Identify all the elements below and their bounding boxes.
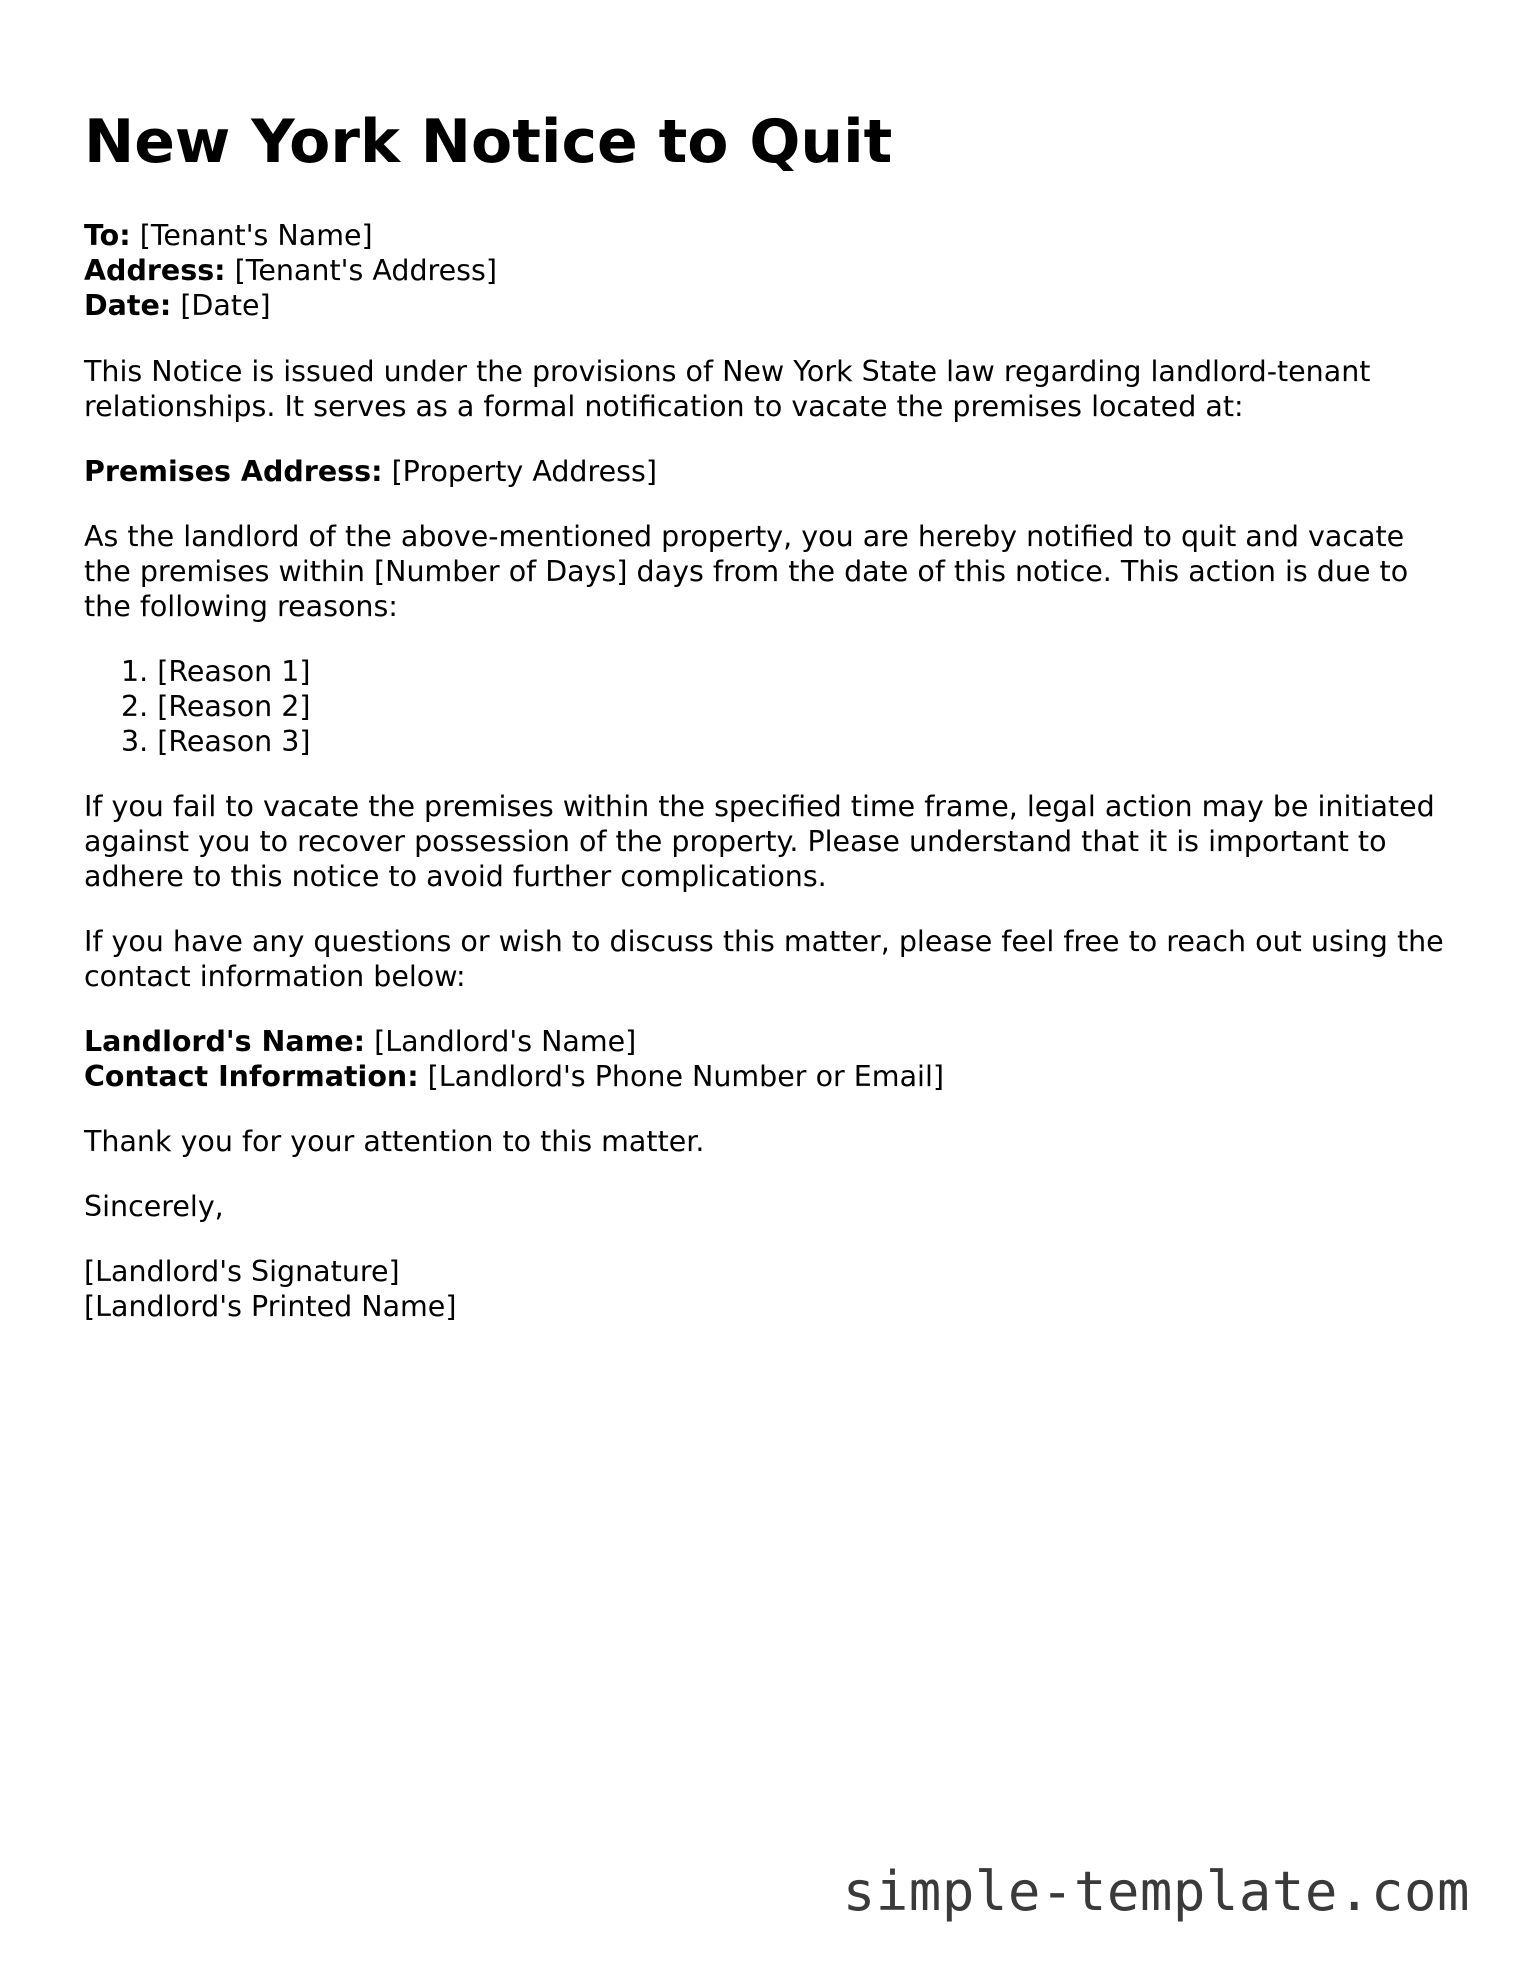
premises-value: [Property Address] xyxy=(391,455,657,488)
watermark: simple-template.com xyxy=(842,1860,1470,1923)
landlord-block xyxy=(84,1024,1454,1094)
signature-line: [Landlord's Signature] xyxy=(84,1255,400,1288)
recipient-block xyxy=(84,218,1454,323)
date-label: Date: xyxy=(84,289,172,322)
contact-info-label: Contact Information: xyxy=(84,1060,419,1093)
thanks-line: Thank you for your attention to this matter. xyxy=(84,1125,705,1158)
contact-info-line xyxy=(84,1059,1454,1094)
premises-label: Premises Address: xyxy=(84,455,383,488)
intro-paragraph: This Notice is issued under the provisions of New York State law regarding landlord-tenant relationships. It serves as a formal notification to vacate the premises located at: xyxy=(84,355,1371,423)
landlord-name-value: [Landlord's Name] xyxy=(374,1025,637,1058)
premises-line xyxy=(84,454,1454,489)
to-label: To: xyxy=(84,219,131,252)
to-line xyxy=(84,218,1454,253)
closing-line: Sincerely, xyxy=(84,1190,224,1223)
consequence-paragraph: If you fail to vacate the premises within the specified time frame, legal action may be initiated against you to recover possession of the property. Please understand that it is important to adhere to this notice to avoid further complications. xyxy=(84,790,1435,893)
reasons-list xyxy=(84,654,1454,759)
signature-block xyxy=(84,1254,1454,1324)
list-item: 1. [Reason 1] xyxy=(121,655,311,688)
landlord-name-line xyxy=(84,1024,1454,1059)
date-line xyxy=(84,288,1454,323)
landlord-name-label: Landlord's Name: xyxy=(84,1025,366,1058)
notice-paragraph: As the landlord of the above-mentioned property, you are hereby notified to quit and vacate the premises within [Number of Days] days from the date of this notice. This action is due to the following reasons: xyxy=(84,520,1409,623)
address-label: Address: xyxy=(84,254,226,287)
document-title: New York Notice to Quit xyxy=(84,107,893,177)
contact-paragraph: If you have any questions or wish to discuss this matter, please feel free to reach out using the contact information below: xyxy=(84,925,1444,993)
address-value: [Tenant's Address] xyxy=(234,254,497,287)
printed-name-line: [Landlord's Printed Name] xyxy=(84,1290,457,1323)
address-line xyxy=(84,253,1454,288)
date-value: [Date] xyxy=(180,289,271,322)
list-item: 2. [Reason 2] xyxy=(121,690,311,723)
list-item: 3. [Reason 3] xyxy=(121,725,311,758)
to-value: [Tenant's Name] xyxy=(139,219,373,252)
contact-info-value: [Landlord's Phone Number or Email] xyxy=(427,1060,944,1093)
